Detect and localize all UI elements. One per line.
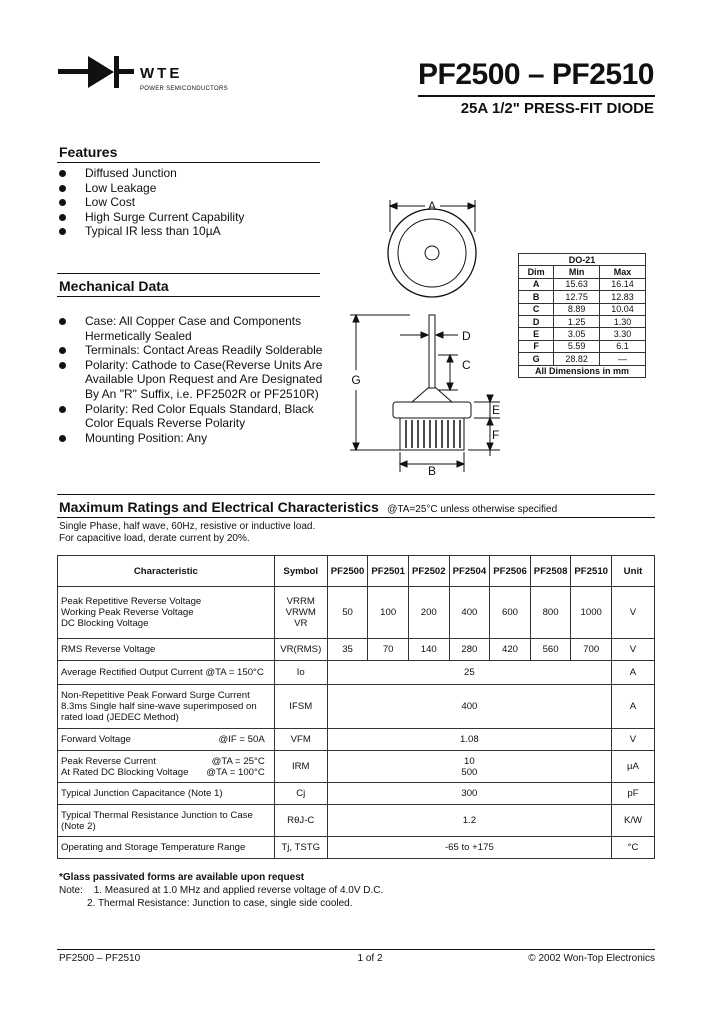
dim-header: Max xyxy=(600,266,646,278)
features-list xyxy=(59,166,329,239)
table-row: G 28.82 — xyxy=(519,353,646,365)
arrow-icon xyxy=(457,461,464,467)
table-row: Operating and Storage Temperature Range Tj, TSTG -65 to +175 °C xyxy=(58,837,655,859)
note-1: 1. Measured at 1.0 MHz and applied reverse voltage of 4.0V D.C. xyxy=(93,885,384,896)
note-label: Note: xyxy=(59,885,83,896)
middle-circle xyxy=(398,219,466,287)
list-item: Typical IR less than 10µA xyxy=(59,224,329,239)
logo xyxy=(58,52,228,98)
list-item: Terminals: Contact Areas Readily Solderable xyxy=(59,343,334,358)
table-row: E 3.05 3.30 xyxy=(519,328,646,340)
diode-logo-icon xyxy=(58,52,134,92)
table-row: Forward Voltage @IF = 50A VFM 1.08 V xyxy=(58,729,655,751)
package-diagram xyxy=(340,190,510,480)
mechanical-title: Mechanical Data xyxy=(59,278,169,294)
arrow-icon xyxy=(487,418,493,425)
label-d: D xyxy=(462,329,471,343)
label-c: C xyxy=(462,358,471,372)
list-item: Polarity: Red Color Equals Standard, Black Color Equals Reverse Polarity xyxy=(59,402,334,431)
list-item: High Surge Current Capability xyxy=(59,210,329,225)
ratings-condition: @TA=25°C unless otherwise specified xyxy=(387,504,558,515)
bullet-icon xyxy=(59,228,66,235)
arrow-icon xyxy=(436,332,443,338)
ratings-heading xyxy=(59,499,557,517)
arrow-icon xyxy=(421,332,428,338)
list-item: Low Cost xyxy=(59,195,329,210)
bullet-icon xyxy=(59,199,66,206)
table-row: A 15.63 16.14 xyxy=(519,278,646,290)
list-item: Mounting Position: Any xyxy=(59,431,334,446)
footer-rule xyxy=(57,949,655,950)
ratings-note-2: For capacitive load, derate current by 20%. xyxy=(59,533,250,544)
table-row: Non-Repetitive Peak Forward Surge Current 8.3ms Single half sine-wave superimposed on rated load (JEDEC Method) IFSM 400 A xyxy=(58,685,655,729)
arrow-icon xyxy=(447,383,453,390)
list-item: Case: All Copper Case and Components Hermetically Sealed xyxy=(59,314,334,343)
glass-note: *Glass passivated forms are available upon request xyxy=(59,872,305,883)
dim-table-title: DO-21 xyxy=(519,254,646,266)
table-row: Typical Junction Capacitance (Note 1) Cj 300 pF xyxy=(58,783,655,805)
footer-left: PF2500 – PF2510 xyxy=(59,953,141,964)
list-item: Diffused Junction xyxy=(59,166,329,181)
mechanical-top-rule xyxy=(57,273,320,274)
list-item: Polarity: Cathode to Case(Reverse Units Are Available Upon Request and Are Designated By An "R" Suffix, i.e. PF2502R or PF2510R) xyxy=(59,358,334,402)
table-row: C 8.89 10.04 xyxy=(519,303,646,315)
table-row: RMS Reverse Voltage VR(RMS) 35 70 140 280 420 560 700 V xyxy=(58,639,655,661)
ratings-title: Maximum Ratings and Electrical Characteristics xyxy=(59,499,379,515)
inner-circle xyxy=(425,246,439,260)
dim-table-footer: All Dimensions in mm xyxy=(519,365,646,377)
arrow-icon xyxy=(353,443,359,450)
table-row: Peak Reverse Current @TA = 25°C At Rated DC Blocking Voltage @TA = 100°C IRM 10 500 µA xyxy=(58,751,655,783)
table-row: Typical Thermal Resistance Junction to Case (Note 2) RθJ-C 1.2 K/W xyxy=(58,805,655,837)
note-2: 2. Thermal Resistance: Junction to case, single side cooled. xyxy=(87,898,353,909)
table-row: F 5.59 6.1 xyxy=(519,340,646,352)
ratings-top-rule xyxy=(57,494,655,495)
bullet-icon xyxy=(59,170,66,177)
dim-header: Min xyxy=(554,266,600,278)
label-b: B xyxy=(427,464,437,478)
ratings-note-1: Single Phase, half wave, 60Hz, resistive or inductive load. xyxy=(59,521,316,532)
arrow-icon xyxy=(447,355,453,362)
page-subtitle: 25A 1/2" PRESS-FIT DIODE xyxy=(460,100,654,117)
ratings-rule xyxy=(57,517,655,518)
table-row: Average Rectified Output Current @TA = 150°C Io 25 A xyxy=(58,661,655,685)
bullet-icon xyxy=(59,406,66,413)
arrow-icon xyxy=(390,203,397,209)
dim-header: Dim xyxy=(519,266,554,278)
arrow-icon xyxy=(487,395,493,402)
body-upper xyxy=(393,402,471,418)
bullet-icon xyxy=(59,347,66,354)
bullet-icon xyxy=(59,214,66,221)
bullet-icon xyxy=(59,185,66,192)
footer-right: © 2002 Won-Top Electronics xyxy=(528,953,655,964)
ratings-table xyxy=(57,555,655,859)
list-item: Low Leakage xyxy=(59,181,329,196)
title-underline xyxy=(418,95,655,97)
label-f: F xyxy=(492,428,500,442)
arrow-icon xyxy=(468,203,475,209)
page-title: PF2500 – PF2510 xyxy=(417,58,654,91)
bullet-icon xyxy=(59,318,66,325)
arrow-icon xyxy=(487,443,493,450)
features-title: Features xyxy=(59,144,118,160)
label-g: G xyxy=(351,373,361,387)
bullet-icon xyxy=(59,362,66,369)
label-a: A xyxy=(427,199,437,213)
footer-page-number: 1 of 2 xyxy=(357,953,383,964)
table-header-row: Characteristic Symbol PF2500 PF2501 PF2502 PF2504 PF2506 PF2508 PF2510 Unit xyxy=(58,556,655,587)
logo-text: WTE xyxy=(140,65,183,82)
table-row: D 1.25 1.30 xyxy=(519,315,646,327)
bullet-icon xyxy=(59,435,66,442)
arrow-icon xyxy=(400,461,407,467)
dimension-table xyxy=(518,253,646,378)
arrow-icon xyxy=(353,315,359,322)
features-rule xyxy=(57,162,320,163)
logo-subtext: POWER SEMICONDUCTORS xyxy=(140,86,228,92)
notes xyxy=(59,871,659,910)
outer-circle xyxy=(388,209,476,297)
lead xyxy=(429,315,435,390)
mechanical-list xyxy=(59,314,334,445)
table-row: Peak Repetitive Reverse Voltage Working Peak Reverse Voltage DC Blocking Voltage VRRM VRWM VR 50 100 200 400 600 800 1000 V xyxy=(58,587,655,639)
mechanical-rule xyxy=(57,296,320,297)
label-e: E xyxy=(492,403,501,417)
table-row: B 12.75 12.83 xyxy=(519,291,646,303)
